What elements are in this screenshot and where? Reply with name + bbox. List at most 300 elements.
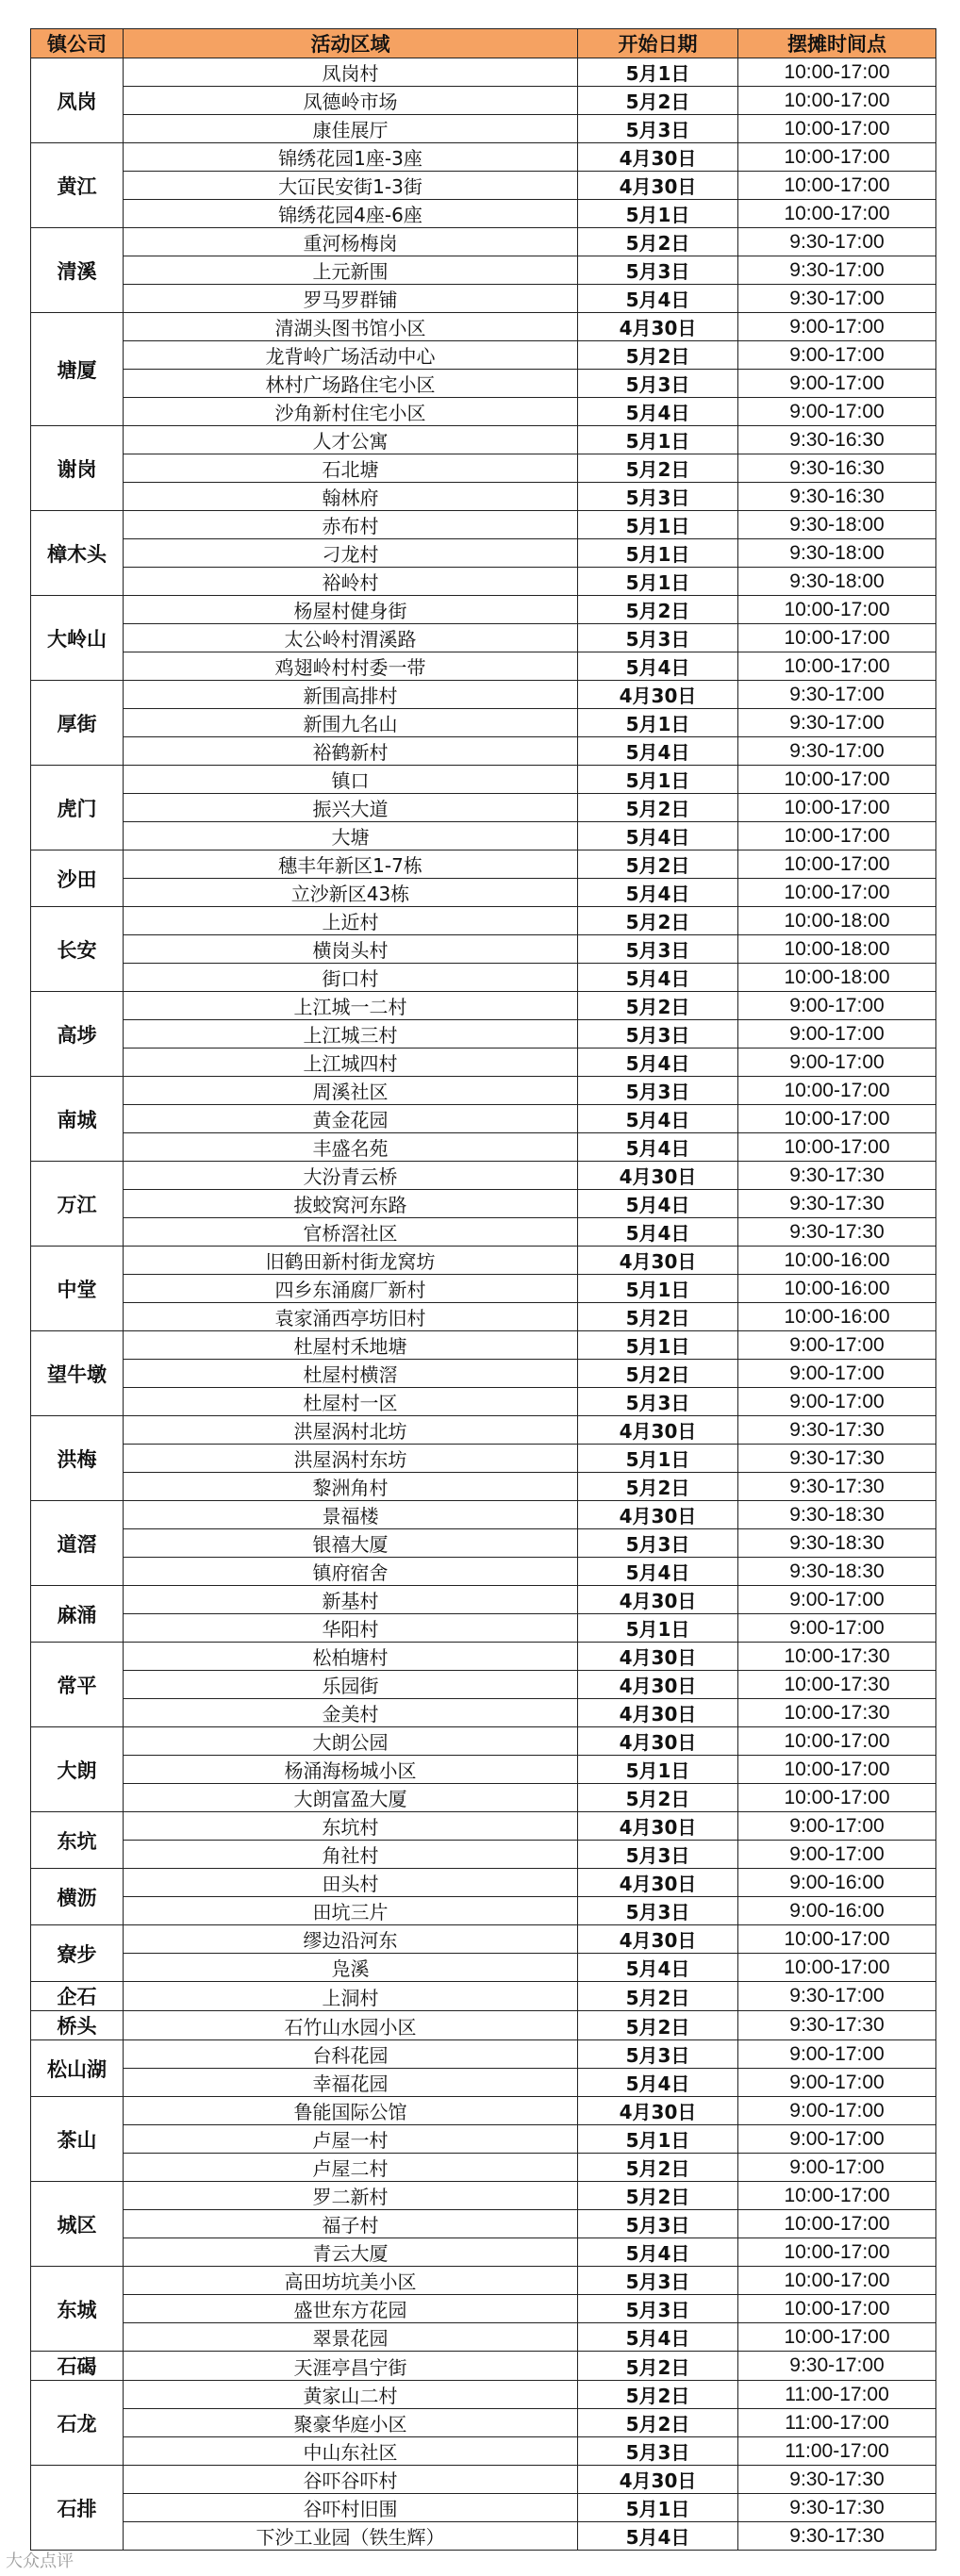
date-cell: 5月2日: [578, 907, 738, 935]
area-cell: 景福楼: [124, 1501, 578, 1529]
area-cell: 人才公寓: [124, 426, 578, 454]
town-cell: 南城: [31, 1077, 124, 1162]
date-cell: 5月3日: [578, 2210, 738, 2238]
time-cell: 9:30-17:30: [738, 2466, 936, 2494]
area-cell: 穗丰年新区1-7栋: [124, 850, 578, 879]
table-row: [31, 1699, 936, 1727]
area-cell: 中山东社区: [124, 2437, 578, 2466]
time-cell: 10:00-17:00: [738, 766, 936, 794]
time-cell: 10:00-17:00: [738, 2295, 936, 2323]
area-cell: 大朗富盈大厦: [124, 1784, 578, 1812]
area-cell: 缪边沿河东: [124, 1925, 578, 1954]
date-cell: 5月2日: [578, 228, 738, 256]
town-cell: 桥头: [31, 2011, 124, 2040]
area-cell: 上近村: [124, 907, 578, 935]
date-cell: 5月1日: [578, 766, 738, 794]
town-cell: 麻涌: [31, 1586, 124, 1643]
town-cell: 中堂: [31, 1247, 124, 1331]
date-cell: 5月4日: [578, 1049, 738, 1077]
table-row: [31, 1105, 936, 1133]
table-row: [31, 2381, 936, 2409]
time-cell: 10:00-17:00: [738, 87, 936, 115]
table-row: [31, 1784, 936, 1812]
table-row: [31, 964, 936, 992]
date-cell: 4月30日: [578, 172, 738, 200]
time-cell: 9:00-17:00: [738, 1812, 936, 1841]
date-cell: 5月4日: [578, 1954, 738, 1982]
date-cell: 5月2日: [578, 1473, 738, 1501]
area-cell: 洪屋涡村北坊: [124, 1416, 578, 1445]
area-cell: 乐园街: [124, 1671, 578, 1699]
table-row: [31, 2466, 936, 2494]
table-row: [31, 1020, 936, 1049]
date-cell: 5月3日: [578, 935, 738, 964]
date-cell: 4月30日: [578, 1869, 738, 1897]
area-cell: 旧鹤田新村街龙窝坊: [124, 1247, 578, 1275]
date-cell: 5月4日: [578, 2323, 738, 2352]
time-cell: 9:30-17:00: [738, 737, 936, 766]
time-cell: 9:00-17:00: [738, 1614, 936, 1643]
table-row: [31, 1303, 936, 1331]
time-cell: 10:00-18:00: [738, 907, 936, 935]
town-cell: 厚街: [31, 681, 124, 766]
area-cell: 龙背岭广场活动中心: [124, 341, 578, 370]
date-cell: 5月4日: [578, 1190, 738, 1218]
time-cell: 9:30-17:00: [738, 285, 936, 313]
area-cell: 上洞村: [124, 1982, 578, 2011]
town-cell: 横沥: [31, 1869, 124, 1925]
date-cell: 4月30日: [578, 681, 738, 709]
time-cell: 9:30-17:00: [738, 228, 936, 256]
table-row: [31, 596, 936, 624]
date-cell: 5月3日: [578, 1020, 738, 1049]
table-row: [31, 2494, 936, 2522]
time-cell: 9:00-16:00: [738, 1869, 936, 1897]
area-cell: 袁家涌西亭坊旧村: [124, 1303, 578, 1331]
time-cell: 10:00-17:00: [738, 1784, 936, 1812]
date-cell: 5月4日: [578, 652, 738, 681]
date-cell: 5月1日: [578, 2125, 738, 2154]
table-row: [31, 370, 936, 398]
date-cell: 5月2日: [578, 850, 738, 879]
table-row: [31, 511, 936, 539]
table-row: [31, 2154, 936, 2182]
town-cell: 石碣: [31, 2352, 124, 2381]
area-cell: 沙角新村住宅小区: [124, 398, 578, 426]
table-row: [31, 539, 936, 568]
area-cell: 幸福花园: [124, 2069, 578, 2097]
town-cell: 樟木头: [31, 511, 124, 596]
area-cell: 鲁能国际公馆: [124, 2097, 578, 2125]
area-cell: 振兴大道: [124, 794, 578, 822]
town-cell: 清溪: [31, 228, 124, 313]
town-cell: 城区: [31, 2182, 124, 2267]
date-cell: 5月4日: [578, 2238, 738, 2267]
town-cell: 长安: [31, 907, 124, 992]
area-cell: 卢屋一村: [124, 2125, 578, 2154]
header-time: 摆摊时间点: [738, 29, 936, 58]
table-row: [31, 1133, 936, 1162]
time-cell: 10:00-17:00: [738, 143, 936, 172]
table-row: [31, 172, 936, 200]
table-row: [31, 1925, 936, 1954]
table-row: [31, 992, 936, 1020]
date-cell: 5月3日: [578, 483, 738, 511]
time-cell: 9:00-17:00: [738, 2097, 936, 2125]
time-cell: 9:00-17:00: [738, 1841, 936, 1869]
area-cell: 大汾青云桥: [124, 1162, 578, 1190]
date-cell: 5月4日: [578, 2522, 738, 2551]
time-cell: 10:00-17:30: [738, 1671, 936, 1699]
date-cell: 4月30日: [578, 1643, 738, 1671]
time-cell: 10:00-17:00: [738, 850, 936, 879]
date-cell: 5月2日: [578, 794, 738, 822]
time-cell: 9:30-17:30: [738, 2522, 936, 2551]
town-cell: 东城: [31, 2267, 124, 2352]
town-cell: 大朗: [31, 1727, 124, 1812]
watermark: 大众点评: [6, 2551, 74, 2571]
area-cell: 下沙工业园（铁生辉）: [124, 2522, 578, 2551]
time-cell: 9:30-17:00: [738, 256, 936, 285]
date-cell: 5月1日: [578, 1275, 738, 1303]
area-cell: 凫溪: [124, 1954, 578, 1982]
time-cell: 10:00-17:00: [738, 1954, 936, 1982]
table-row: [31, 483, 936, 511]
time-cell: 10:00-17:00: [738, 58, 936, 87]
time-cell: 9:00-17:00: [738, 1360, 936, 1388]
area-cell: 青云大厦: [124, 2238, 578, 2267]
date-cell: 5月1日: [578, 539, 738, 568]
area-cell: 银禧大厦: [124, 1529, 578, 1558]
table-row: [31, 850, 936, 879]
area-cell: 街口村: [124, 964, 578, 992]
table-row: [31, 256, 936, 285]
date-cell: 5月1日: [578, 709, 738, 737]
date-cell: 5月4日: [578, 822, 738, 850]
table-row: [31, 115, 936, 143]
area-cell: 鸡翅岭村村委一带: [124, 652, 578, 681]
time-cell: 10:00-17:00: [738, 2210, 936, 2238]
date-cell: 5月4日: [578, 285, 738, 313]
date-cell: 5月4日: [578, 1218, 738, 1247]
area-cell: 裕岭村: [124, 568, 578, 596]
area-cell: 横岗头村: [124, 935, 578, 964]
date-cell: 5月2日: [578, 1360, 738, 1388]
time-cell: 9:00-17:00: [738, 2069, 936, 2097]
time-cell: 9:30-17:30: [738, 1190, 936, 1218]
time-cell: 9:30-18:30: [738, 1501, 936, 1529]
area-cell: 东坑村: [124, 1812, 578, 1841]
table-row: [31, 1558, 936, 1586]
table-row: [31, 2125, 936, 2154]
area-cell: 赤布村: [124, 511, 578, 539]
date-cell: 5月2日: [578, 2154, 738, 2182]
table-row: [31, 2210, 936, 2238]
time-cell: 9:00-17:00: [738, 1049, 936, 1077]
table-row: [31, 1218, 936, 1247]
area-cell: 石北塘: [124, 454, 578, 483]
date-cell: 5月1日: [578, 1331, 738, 1360]
header-date: 开始日期: [578, 29, 738, 58]
table-row: [31, 1954, 936, 1982]
table-row: [31, 1643, 936, 1671]
table-row: [31, 709, 936, 737]
area-cell: 镇府宿舍: [124, 1558, 578, 1586]
time-cell: 10:00-17:00: [738, 879, 936, 907]
area-cell: 丰盛名苑: [124, 1133, 578, 1162]
town-cell: 望牛墩: [31, 1331, 124, 1416]
area-cell: 官桥滘社区: [124, 1218, 578, 1247]
date-cell: 4月30日: [578, 1925, 738, 1954]
date-cell: 5月4日: [578, 737, 738, 766]
table-row: [31, 794, 936, 822]
area-cell: 锦绣花园4座-6座: [124, 200, 578, 228]
time-cell: 10:00-17:30: [738, 1643, 936, 1671]
table-row: [31, 426, 936, 454]
date-cell: 4月30日: [578, 1416, 738, 1445]
area-cell: 盛世东方花园: [124, 2295, 578, 2323]
table-row: [31, 1331, 936, 1360]
time-cell: 9:30-18:00: [738, 539, 936, 568]
date-cell: 5月3日: [578, 256, 738, 285]
town-cell: 寮步: [31, 1925, 124, 1982]
area-cell: 天涯亭昌宁街: [124, 2352, 578, 2381]
table-row: [31, 1445, 936, 1473]
time-cell: 9:30-17:30: [738, 2011, 936, 2040]
time-cell: 10:00-17:00: [738, 1077, 936, 1105]
table-row: [31, 2352, 936, 2381]
time-cell: 10:00-17:00: [738, 1925, 936, 1954]
table-row: [31, 2069, 936, 2097]
area-cell: 刁龙村: [124, 539, 578, 568]
time-cell: 9:30-17:30: [738, 2494, 936, 2522]
date-cell: 5月3日: [578, 1529, 738, 1558]
date-cell: 5月3日: [578, 115, 738, 143]
header-town: 镇公司: [31, 29, 124, 58]
date-cell: 5月3日: [578, 1388, 738, 1416]
area-cell: 杨涌海杨城小区: [124, 1756, 578, 1784]
time-cell: 10:00-17:00: [738, 172, 936, 200]
area-cell: 卢屋二村: [124, 2154, 578, 2182]
table-row: [31, 2040, 936, 2069]
date-cell: 5月1日: [578, 1614, 738, 1643]
area-cell: 上江城一二村: [124, 992, 578, 1020]
date-cell: 4月30日: [578, 2097, 738, 2125]
town-cell: 企石: [31, 1982, 124, 2011]
table-row: [31, 2437, 936, 2466]
table-row: [31, 737, 936, 766]
area-cell: 聚豪华庭小区: [124, 2409, 578, 2437]
table-row: [31, 1671, 936, 1699]
date-cell: 5月4日: [578, 1133, 738, 1162]
time-cell: 10:00-17:00: [738, 2267, 936, 2295]
area-cell: 罗马罗群铺: [124, 285, 578, 313]
table-row: [31, 1247, 936, 1275]
time-cell: 9:30-17:30: [738, 1162, 936, 1190]
time-cell: 9:30-18:30: [738, 1558, 936, 1586]
date-cell: 5月1日: [578, 426, 738, 454]
time-cell: 9:00-17:00: [738, 2154, 936, 2182]
date-cell: 4月30日: [578, 2466, 738, 2494]
date-cell: 4月30日: [578, 1501, 738, 1529]
date-cell: 4月30日: [578, 1699, 738, 1727]
area-cell: 杨屋村健身街: [124, 596, 578, 624]
time-cell: 11:00-17:00: [738, 2437, 936, 2466]
date-cell: 5月2日: [578, 2011, 738, 2040]
area-cell: 新围高排村: [124, 681, 578, 709]
area-cell: 上江城三村: [124, 1020, 578, 1049]
area-cell: 华阳村: [124, 1614, 578, 1643]
area-cell: 翰林府: [124, 483, 578, 511]
time-cell: 10:00-17:00: [738, 1105, 936, 1133]
time-cell: 9:00-17:00: [738, 1331, 936, 1360]
area-cell: 石竹山水园小区: [124, 2011, 578, 2040]
table-row: [31, 313, 936, 341]
town-cell: 东坑: [31, 1812, 124, 1869]
table-row: [31, 143, 936, 172]
table-row: [31, 2323, 936, 2352]
schedule-sheet: [30, 28, 935, 2551]
time-cell: 9:30-17:00: [738, 1982, 936, 2011]
area-cell: 翠景花园: [124, 2323, 578, 2352]
time-cell: 10:00-17:00: [738, 596, 936, 624]
table-row: [31, 1841, 936, 1869]
time-cell: 9:00-17:00: [738, 313, 936, 341]
date-cell: 5月3日: [578, 624, 738, 652]
town-cell: 凤岗: [31, 58, 124, 143]
table-row: [31, 454, 936, 483]
date-cell: 5月2日: [578, 2409, 738, 2437]
table-row: [31, 1388, 936, 1416]
town-cell: 石排: [31, 2466, 124, 2551]
date-cell: 5月2日: [578, 341, 738, 370]
time-cell: 10:00-17:30: [738, 1699, 936, 1727]
time-cell: 10:00-17:00: [738, 794, 936, 822]
table-row: [31, 907, 936, 935]
table-row: [31, 1360, 936, 1388]
area-cell: 重河杨梅岗: [124, 228, 578, 256]
area-cell: 角社村: [124, 1841, 578, 1869]
table-row: [31, 624, 936, 652]
date-cell: 5月2日: [578, 596, 738, 624]
date-cell: 5月1日: [578, 511, 738, 539]
time-cell: 9:00-17:00: [738, 341, 936, 370]
date-cell: 5月1日: [578, 200, 738, 228]
area-cell: 周溪社区: [124, 1077, 578, 1105]
time-cell: 10:00-17:00: [738, 624, 936, 652]
area-cell: 田头村: [124, 1869, 578, 1897]
time-cell: 10:00-18:00: [738, 964, 936, 992]
area-cell: 大塘: [124, 822, 578, 850]
date-cell: 4月30日: [578, 1247, 738, 1275]
date-cell: 5月2日: [578, 454, 738, 483]
table-row: [31, 58, 936, 87]
date-cell: 4月30日: [578, 313, 738, 341]
date-cell: 4月30日: [578, 1162, 738, 1190]
time-cell: 9:30-18:00: [738, 568, 936, 596]
table-row: [31, 1077, 936, 1105]
date-cell: 5月2日: [578, 87, 738, 115]
time-cell: 9:30-17:00: [738, 2352, 936, 2381]
time-cell: 9:30-17:00: [738, 709, 936, 737]
area-cell: 黄家山二村: [124, 2381, 578, 2409]
table-row: [31, 1869, 936, 1897]
date-cell: 5月1日: [578, 1756, 738, 1784]
town-cell: 虎门: [31, 766, 124, 850]
schedule-body: [31, 58, 936, 2551]
area-cell: 凤岗村: [124, 58, 578, 87]
date-cell: 5月3日: [578, 2040, 738, 2069]
date-cell: 5月4日: [578, 1105, 738, 1133]
table-row: [31, 652, 936, 681]
table-row: [31, 1473, 936, 1501]
table-row: [31, 1501, 936, 1529]
area-cell: 上江城四村: [124, 1049, 578, 1077]
table-row: [31, 822, 936, 850]
date-cell: 5月2日: [578, 2352, 738, 2381]
time-cell: 10:00-17:00: [738, 822, 936, 850]
town-cell: 常平: [31, 1643, 124, 1727]
town-cell: 道滘: [31, 1501, 124, 1586]
time-cell: 9:30-17:00: [738, 681, 936, 709]
town-cell: 大岭山: [31, 596, 124, 681]
date-cell: 4月30日: [578, 1671, 738, 1699]
area-cell: 高田坊坑美小区: [124, 2267, 578, 2295]
date-cell: 5月2日: [578, 992, 738, 1020]
table-row: [31, 1897, 936, 1925]
area-cell: 大冚民安街1-3街: [124, 172, 578, 200]
area-cell: 拔蛟窝河东路: [124, 1190, 578, 1218]
table-row: [31, 681, 936, 709]
date-cell: 5月3日: [578, 1841, 738, 1869]
table-row: [31, 2011, 936, 2040]
table-row: [31, 2267, 936, 2295]
area-cell: 谷吓村旧围: [124, 2494, 578, 2522]
date-cell: 4月30日: [578, 1727, 738, 1756]
table-row: [31, 568, 936, 596]
time-cell: 9:00-17:00: [738, 1586, 936, 1614]
date-cell: 5月2日: [578, 1982, 738, 2011]
area-cell: 新基村: [124, 1586, 578, 1614]
table-row: [31, 1529, 936, 1558]
town-cell: 沙田: [31, 850, 124, 907]
table-row: [31, 87, 936, 115]
area-cell: 台科花园: [124, 2040, 578, 2069]
area-cell: 大朗公园: [124, 1727, 578, 1756]
time-cell: 9:30-17:30: [738, 1473, 936, 1501]
town-cell: 塘厦: [31, 313, 124, 426]
table-row: [31, 935, 936, 964]
date-cell: 5月3日: [578, 1897, 738, 1925]
time-cell: 10:00-17:00: [738, 200, 936, 228]
area-cell: 镇口: [124, 766, 578, 794]
time-cell: 10:00-16:00: [738, 1275, 936, 1303]
table-row: [31, 285, 936, 313]
area-cell: 立沙新区43栋: [124, 879, 578, 907]
time-cell: 11:00-17:00: [738, 2409, 936, 2437]
table-row: [31, 341, 936, 370]
time-cell: 10:00-17:00: [738, 652, 936, 681]
time-cell: 11:00-17:00: [738, 2381, 936, 2409]
time-cell: 9:30-16:30: [738, 426, 936, 454]
table-row: [31, 1727, 936, 1756]
time-cell: 9:30-17:30: [738, 1445, 936, 1473]
area-cell: 清湖头图书馆小区: [124, 313, 578, 341]
schedule-table: [30, 28, 936, 2551]
time-cell: 9:30-18:30: [738, 1529, 936, 1558]
area-cell: 裕鹤新村: [124, 737, 578, 766]
time-cell: 9:30-16:30: [738, 454, 936, 483]
